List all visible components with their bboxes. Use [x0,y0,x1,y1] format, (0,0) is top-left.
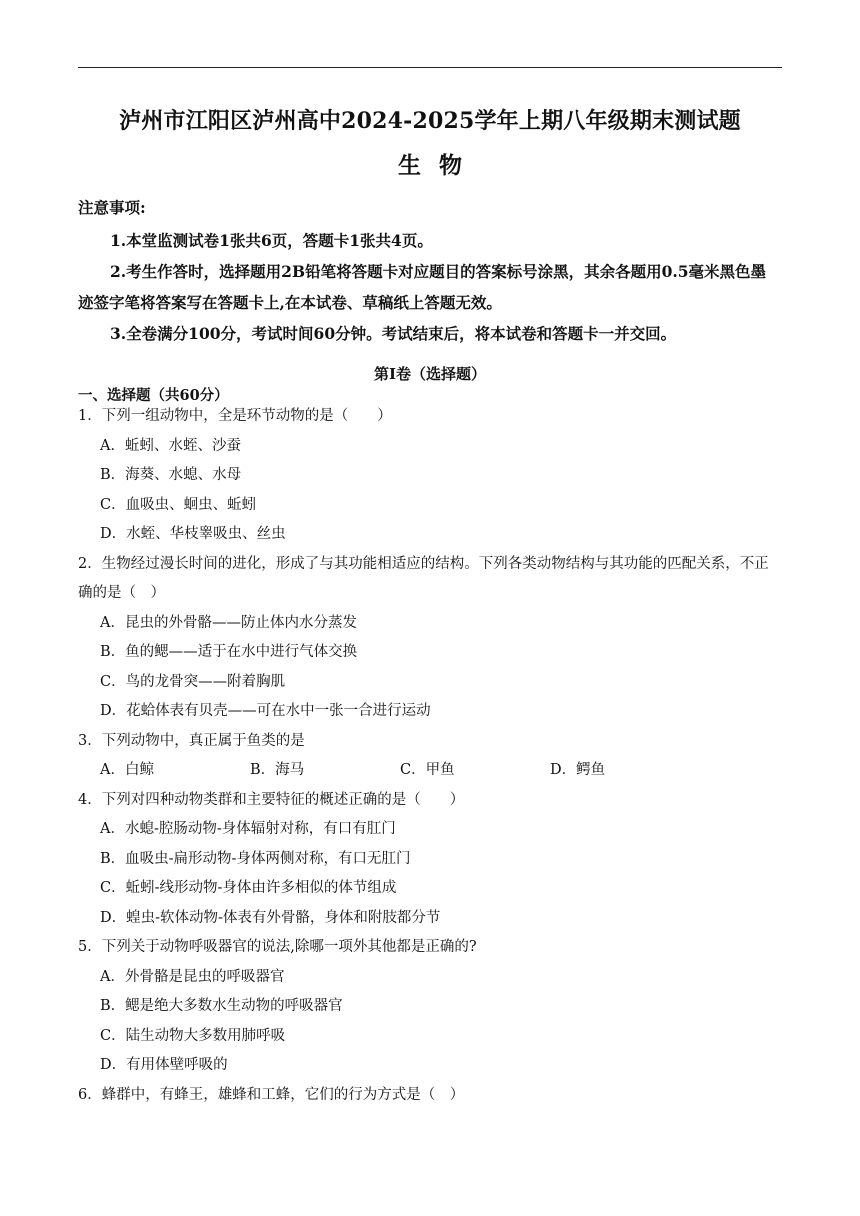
header-rule [78,67,782,68]
option: A．水螅-腔肠动物-身体辐射对称，有口有肛门 [100,821,396,837]
question-stem: 5．下列关于动物呼吸器官的说法,除哪一项外其他都是正确的? [78,939,477,955]
question-stem: 4．下列对四种动物类群和主要特征的概述正确的是（ ） [78,791,465,808]
note-item: 2.考生作答时，选择题用2B铅笔将答题卡对应题目的答案标号涂黑，其余各题用0.5毫米黑色墨迹签字笔将答案写在答题卡上,在本试卷、草稿纸上答题无效。 [78,262,767,312]
part-title: 第Ⅰ卷（选择题） [373,365,487,383]
option: C．血吸虫、蛔虫、蚯蚓 [100,496,257,513]
question-4 [78,786,778,934]
option: C．鸟的龙骨突——附着胸肌 [100,673,286,690]
option-row [78,756,778,786]
question-stem: 2．生物经过漫长时间的进化，形成了与其功能相适应的结构。下列各类动物结构与其功能的匹配关系，不正确的是（ ） [78,555,769,601]
option: C．甲鱼 [400,762,455,778]
note-item: 1.本堂监测试卷1张共6页，答题卡1张共4页。 [110,231,433,250]
question-3 [78,727,778,786]
question-5 [78,933,778,1081]
option: B．鳃是绝大多数水生动物的呼吸器官 [100,998,343,1014]
option: D．蝗虫-软体动物-体表有外骨骼，身体和附肢都分节 [100,909,441,926]
question-stem: 1．下列一组动物中，全是环节动物的是（ ） [78,408,392,424]
option: B．海葵、水螅、水母 [100,467,242,483]
question-1 [78,402,778,550]
question-2 [78,550,778,727]
question-stem: 6．蜂群中，有蜂王，雄蜂和工蜂，它们的行为方式是（ ） [78,1086,465,1103]
exam-title: 泸州市江阳区泸州高中2024-2025学年上期八年级期末测试题 [119,108,741,134]
option: A．蚯蚓、水蛭、沙蚕 [100,437,241,454]
option: B．海马 [250,762,305,778]
notes-block [78,192,768,349]
question-list [78,402,778,1110]
note-item: 3.全卷满分100分，考试时间60分钟。考试结束后，将本试卷和答题卡一并交回。 [110,324,677,343]
question-6 [78,1081,778,1111]
option: A．外骨骼是昆虫的呼吸器官 [100,968,285,985]
option: A．昆虫的外骨骼——防止体内水分蒸发 [100,614,357,631]
option: B．鱼的鳃——适于在水中进行气体交换 [100,644,358,660]
option: D．鳄鱼 [550,762,606,778]
section-title: 一、选择题（共60分） [78,387,229,404]
option: C．陆生动物大多数用肺呼吸 [100,1027,286,1044]
notes-heading: 注意事项: [78,198,146,217]
option: D．有用体壁呼吸的 [100,1057,228,1073]
option: D．水蛭、华枝睾吸虫、丝虫 [100,526,286,542]
subject-title: 生物 [398,152,480,179]
option: D．花蛤体表有贝壳——可在水中一张一合进行运动 [100,703,431,719]
option: A．白鲸 [100,762,154,778]
question-stem: 3．下列动物中，真正属于鱼类的是 [78,732,305,749]
option: B．血吸虫-扁形动物-身体两侧对称，有口无肛门 [100,850,411,867]
option: C．蚯蚓-线形动物-身体由许多相似的体节组成 [100,880,397,896]
